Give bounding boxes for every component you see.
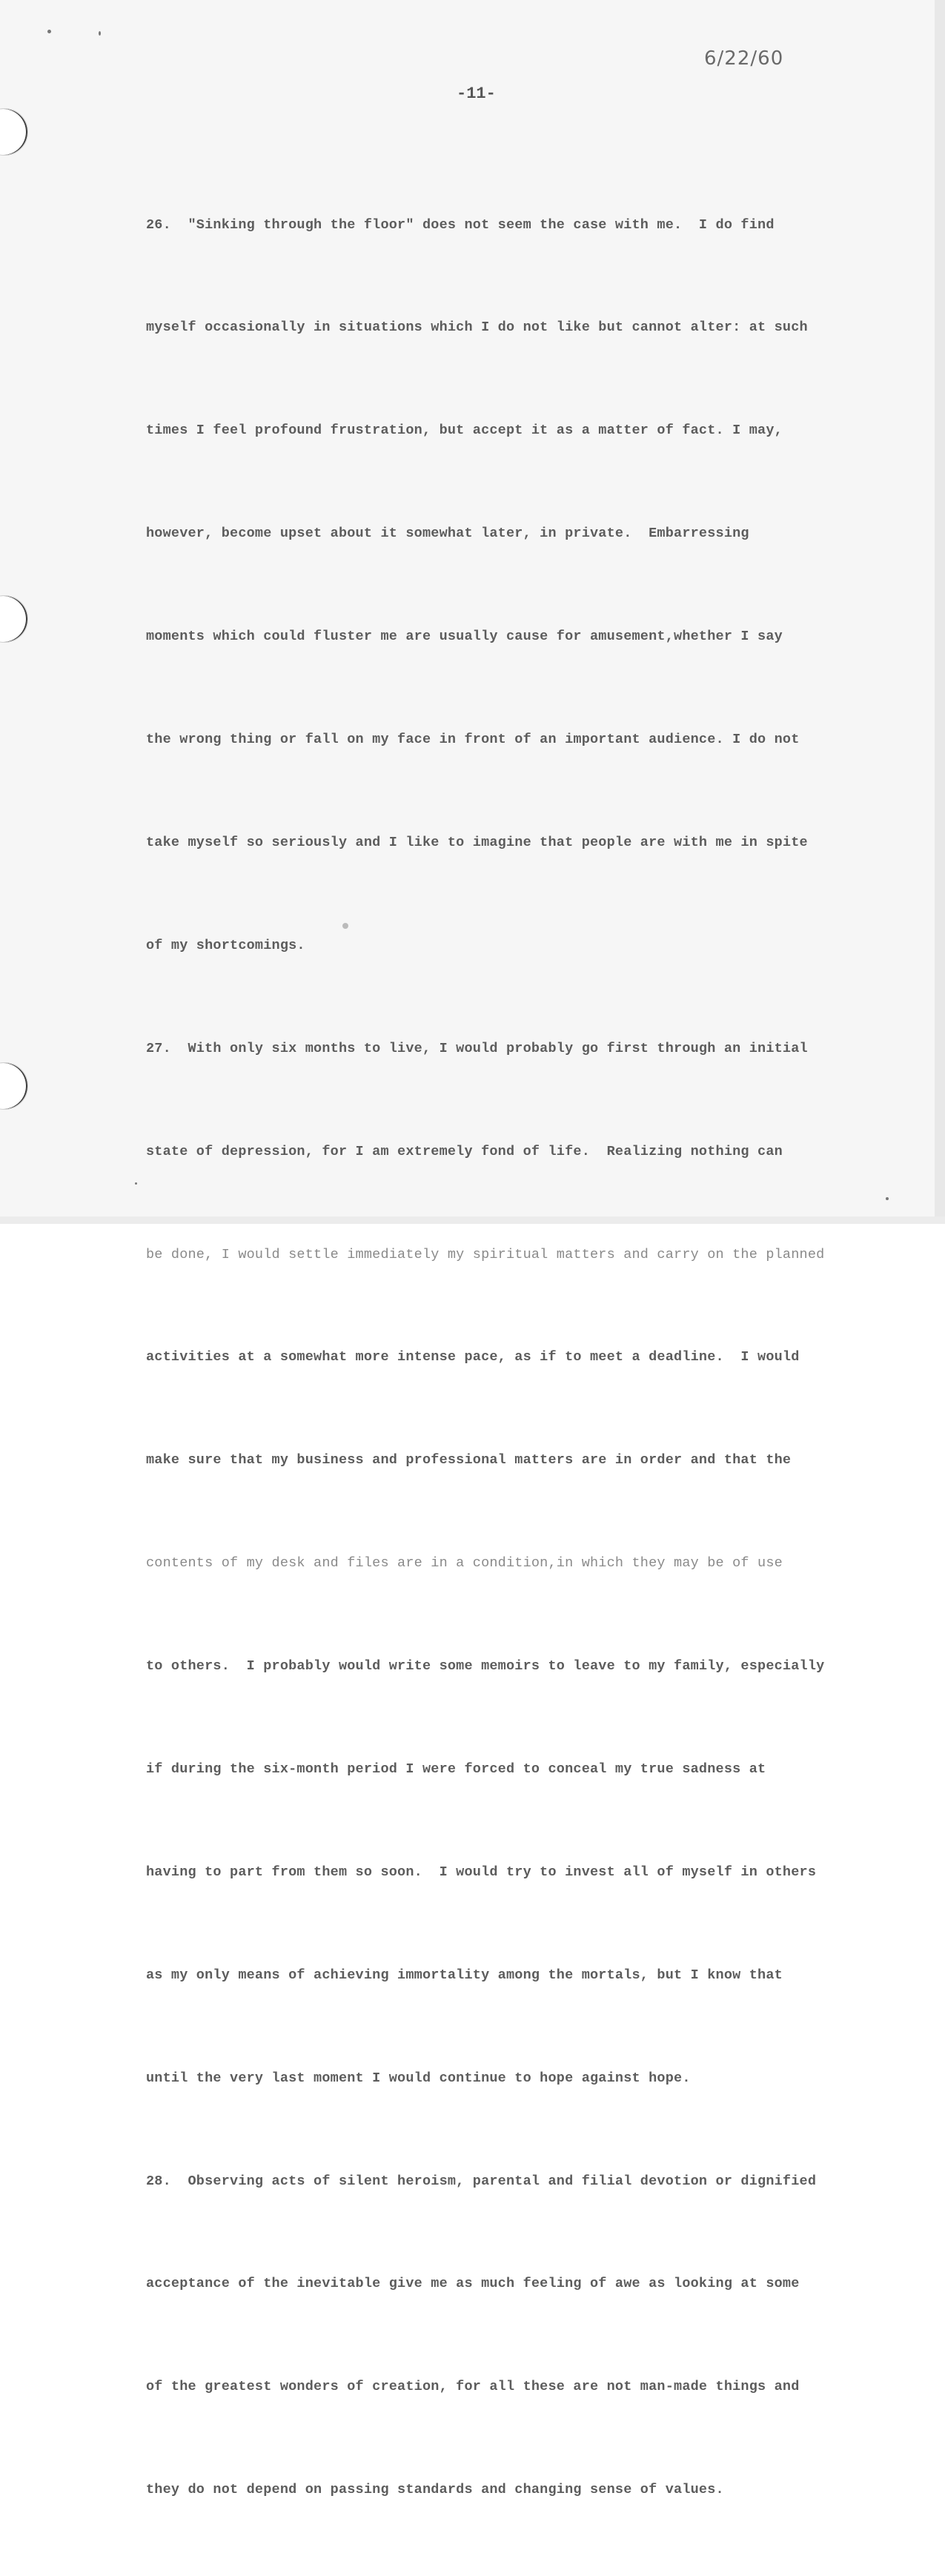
text-line: as my only means of achieving immortality among the mortals, but I know that — [146, 1967, 783, 1983]
text-line: to others. I probably would write some memoirs to leave to my family, especially — [146, 1658, 825, 1675]
scan-edge-right — [935, 0, 945, 1224]
document-date: 6/22/60 — [704, 47, 784, 70]
text-line: 26. "Sinking through the floor" does not seem the case with me. I do find — [146, 216, 775, 233]
text-line: having to part from them so soon. I would try to invest all of myself in others — [146, 1864, 817, 1880]
text-line: they do not depend on passing standards and changing sense of values. — [146, 2482, 724, 2498]
punch-hole-middle — [0, 595, 28, 643]
text-line: state of depression, for I am extremely fond of life. Realizing nothing can — [146, 1143, 783, 1159]
text-line: however, become upset about it somewhat later, in private. Embarressing — [146, 526, 749, 542]
page-number: -11- — [457, 85, 496, 103]
text-line: activities at a somewhat more intense pace, as if to meet a deadline. I would — [146, 1349, 800, 1365]
text-line: be done, I would settle immediately my spiritual matters and carry on the planned — [146, 1246, 825, 1262]
punch-hole-top — [0, 108, 28, 156]
text-line: make sure that my business and professional matters are in order and that the — [146, 1452, 792, 1469]
text-line: times I feel profound frustration, but accept it as a matter of fact. I may, — [146, 423, 783, 439]
text-line: of my shortcomings. — [146, 937, 305, 953]
text-line: moments which could fluster me are usually cause for amusement,whether I say — [146, 629, 783, 645]
text-line: myself occasionally in situations which I do not like but cannot alter: at such — [146, 319, 808, 336]
text-line: acceptance of the inevitable give me as much feeling of awe as looking at some — [146, 2276, 800, 2292]
text-line: contents of my desk and files are in a condition,in which they may be of use — [146, 1555, 783, 1572]
scan-speck — [135, 1182, 137, 1185]
text-line: 28. Observing acts of silent heroism, parental and filial devotion or dignified — [146, 2173, 817, 2189]
text-line: the wrong thing or fall on my face in front of an important audience. I do not — [146, 732, 800, 748]
text-line: take myself so seriously and I like to imagine that people are with me in spite — [146, 834, 808, 850]
text-line: 27. With only six months to live, I would probably go first through an initial — [146, 1040, 808, 1056]
text-line: if during the six-month period I were forced to conceal my true sadness at — [146, 1761, 766, 1777]
punch-hole-bottom — [0, 1062, 28, 1110]
typed-body-text — [146, 139, 913, 2576]
scan-speck — [99, 31, 101, 36]
text-line: of the greatest wonders of creation, for all these are not man-made things and — [146, 2379, 800, 2395]
text-line: until the very last moment I would continue to hope against hope. — [146, 2070, 691, 2086]
scan-speck — [47, 30, 51, 33]
